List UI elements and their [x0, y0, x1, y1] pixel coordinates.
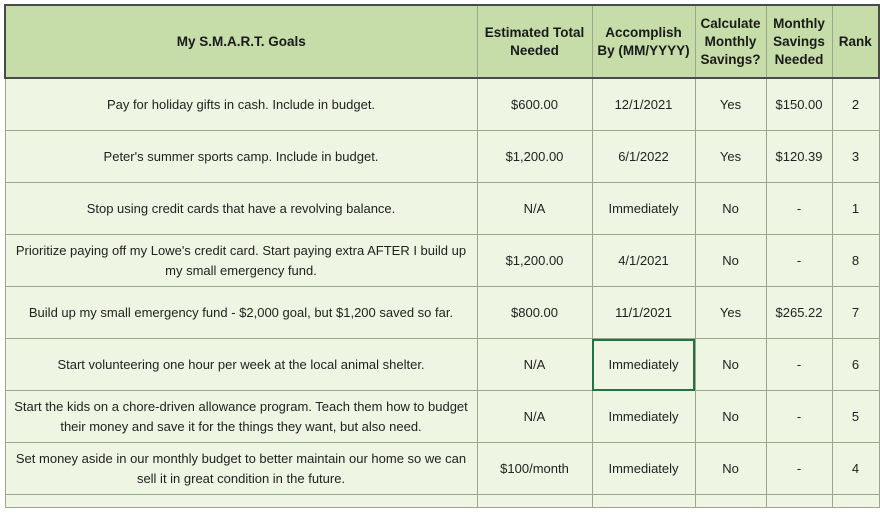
header-monthly-savings[interactable]: Monthly Savings Needed: [766, 5, 832, 78]
header-row: [5, 5, 879, 78]
rank-cell[interactable]: 6: [832, 339, 879, 391]
date-cell[interactable]: 6/1/2022: [592, 131, 695, 183]
rank-cell[interactable]: 8: [832, 235, 879, 287]
date-cell-selected[interactable]: Immediately: [592, 339, 695, 391]
monthly-cell[interactable]: $150.00: [766, 78, 832, 131]
table-row: [5, 183, 879, 235]
calc-cell[interactable]: No: [695, 339, 766, 391]
date-cell[interactable]: 4/1/2021: [592, 235, 695, 287]
calc-cell[interactable]: Yes: [695, 78, 766, 131]
header-estimated-total[interactable]: Estimated Total Needed: [477, 5, 592, 78]
date-cell[interactable]: Immediately: [592, 443, 695, 495]
calc-cell[interactable]: No: [695, 183, 766, 235]
table-row: [5, 443, 879, 495]
empty-row: [5, 495, 879, 508]
rank-cell[interactable]: 1: [832, 183, 879, 235]
table-row: [5, 78, 879, 131]
goal-cell[interactable]: Build up my small emergency fund - $2,000 goal, but $1,200 saved so far.: [5, 287, 477, 339]
table-row: [5, 131, 879, 183]
table-row: [5, 339, 879, 391]
rank-cell[interactable]: 3: [832, 131, 879, 183]
rank-cell[interactable]: 2: [832, 78, 879, 131]
goal-cell[interactable]: Pay for holiday gifts in cash. Include in budget.: [5, 78, 477, 131]
total-cell[interactable]: N/A: [477, 391, 592, 443]
total-cell[interactable]: $800.00: [477, 287, 592, 339]
total-cell[interactable]: $100/month: [477, 443, 592, 495]
calc-cell[interactable]: No: [695, 235, 766, 287]
goal-cell[interactable]: Set money aside in our monthly budget to better maintain our home so we can sell it in great condition in the future.: [5, 443, 477, 495]
date-cell[interactable]: Immediately: [592, 183, 695, 235]
calc-cell[interactable]: No: [695, 391, 766, 443]
total-cell[interactable]: $1,200.00: [477, 131, 592, 183]
calc-cell[interactable]: Yes: [695, 287, 766, 339]
date-cell[interactable]: 12/1/2021: [592, 78, 695, 131]
goal-cell[interactable]: Start volunteering one hour per week at the local animal shelter.: [5, 339, 477, 391]
goal-cell[interactable]: Peter's summer sports camp. Include in budget.: [5, 131, 477, 183]
monthly-cell[interactable]: $120.39: [766, 131, 832, 183]
table-row: [5, 287, 879, 339]
monthly-cell[interactable]: -: [766, 183, 832, 235]
header-rank[interactable]: Rank: [832, 5, 879, 78]
total-cell[interactable]: N/A: [477, 183, 592, 235]
calc-cell[interactable]: Yes: [695, 131, 766, 183]
total-cell[interactable]: N/A: [477, 339, 592, 391]
goals-table: [4, 4, 880, 508]
monthly-cell[interactable]: -: [766, 391, 832, 443]
rank-cell[interactable]: 5: [832, 391, 879, 443]
monthly-cell[interactable]: $265.22: [766, 287, 832, 339]
total-cell[interactable]: $600.00: [477, 78, 592, 131]
empty-cell[interactable]: [766, 495, 832, 508]
goal-cell[interactable]: Start the kids on a chore-driven allowance program. Teach them how to budget their money and save it for the things they want, but also need.: [5, 391, 477, 443]
rank-cell[interactable]: 4: [832, 443, 879, 495]
empty-cell[interactable]: [695, 495, 766, 508]
date-cell[interactable]: 11/1/2021: [592, 287, 695, 339]
rank-cell[interactable]: 7: [832, 287, 879, 339]
header-calculate-monthly[interactable]: Calculate Monthly Savings?: [695, 5, 766, 78]
empty-cell[interactable]: [477, 495, 592, 508]
table-row: [5, 235, 879, 287]
total-cell[interactable]: $1,200.00: [477, 235, 592, 287]
calc-cell[interactable]: No: [695, 443, 766, 495]
monthly-cell[interactable]: -: [766, 235, 832, 287]
goal-cell[interactable]: Stop using credit cards that have a revolving balance.: [5, 183, 477, 235]
empty-cell[interactable]: [832, 495, 879, 508]
goal-cell[interactable]: Prioritize paying off my Lowe's credit card. Start paying extra AFTER I build up my small emergency fund.: [5, 235, 477, 287]
empty-cell[interactable]: [5, 495, 477, 508]
table-row: [5, 391, 879, 443]
empty-cell[interactable]: [592, 495, 695, 508]
date-cell[interactable]: Immediately: [592, 391, 695, 443]
header-goals[interactable]: My S.M.A.R.T. Goals: [5, 5, 477, 78]
header-accomplish-by[interactable]: Accomplish By (MM/YYYY): [592, 5, 695, 78]
monthly-cell[interactable]: -: [766, 339, 832, 391]
monthly-cell[interactable]: -: [766, 443, 832, 495]
